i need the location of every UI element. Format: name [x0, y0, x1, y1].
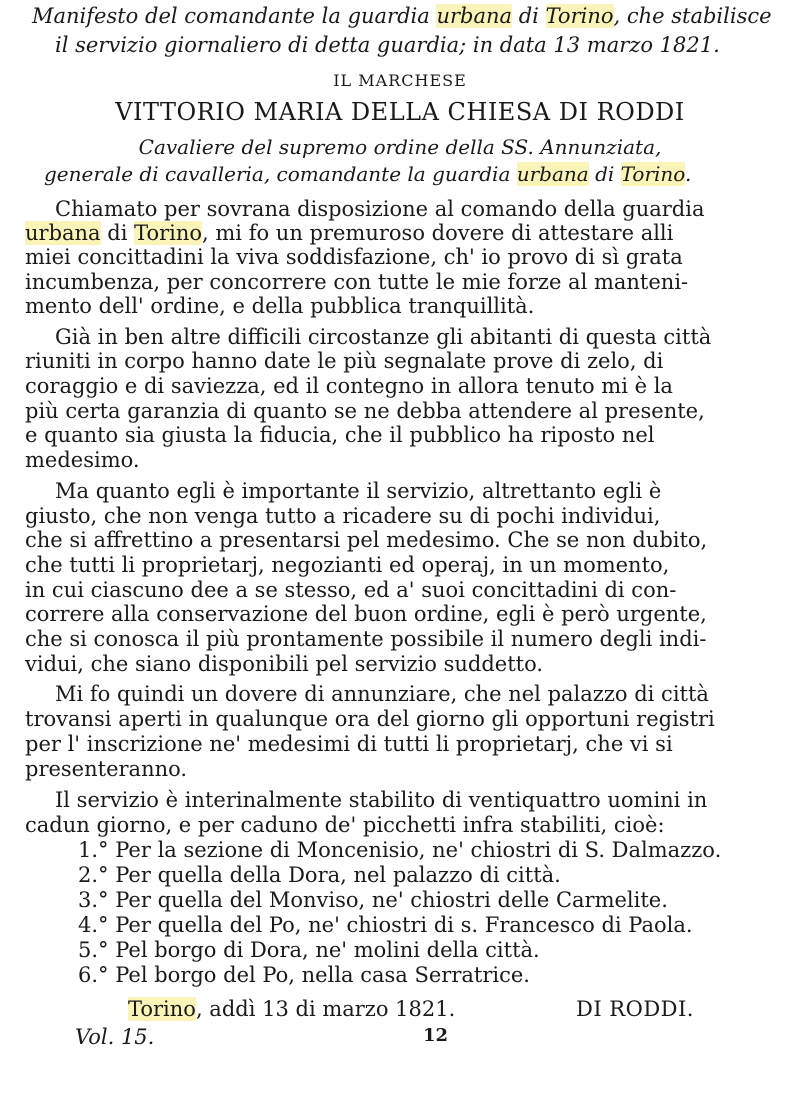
paragraph-2-line-6: medesimo. [25, 448, 140, 472]
paragraph-3-line-6: correre alla conservazione del buon ordine, egli è però urgente, [25, 602, 707, 626]
list-text: Per quella del Po, ne' chiostri di s. Francesco di Paola. [115, 913, 693, 937]
paragraph-1-line-1: Chiamato per sovrana disposizione al comando della guardia [55, 197, 705, 221]
paragraph-5-line-2: cadun giorno, e per caduno de' picchetti infra stabiliti, cioè: [25, 813, 665, 837]
paragraph-4-line-3: per l' inscrizione ne' medesimi di tutti li proprietarj, che vi si [25, 732, 673, 756]
header-text: di [512, 4, 546, 28]
paragraph-3-line-8: vidui, che siano disponibili pel servizio suddetto. [25, 652, 544, 676]
list-text: Per quella della Dora, nel palazzo di città. [115, 863, 561, 887]
title-text: generale di cavalleria, comandante la guardia [44, 162, 517, 186]
header-text: , che stabilisce [613, 4, 772, 28]
list-item [78, 840, 721, 861]
closing-date: , addì 13 di marzo 1821. [195, 997, 456, 1021]
list-item [78, 965, 530, 986]
title-name: VITTORIO MARIA DELLA CHIESA DI RODDI [115, 98, 685, 126]
paragraph-1-line-3: miei concittadini la viva soddisfazione, ch' io provo di sì grata [25, 245, 683, 269]
list-number: 1.° [78, 838, 109, 862]
closing-place-date [128, 999, 455, 1020]
paragraph-1-line-4: incumbenza, per concorrere con tutte le mie forze al manteni- [25, 270, 689, 294]
paragraph-1-line-5: mento dell' ordine, e della pubblica tranquillità. [25, 294, 535, 318]
list-number: 4.° [78, 913, 109, 937]
list-item [78, 890, 668, 911]
highlight-urbana: urbana [516, 162, 589, 186]
title-sub-2 [44, 164, 691, 184]
list-number: 3.° [78, 888, 109, 912]
list-text: Pel borgo di Dora, ne' molini della città. [115, 938, 540, 962]
highlight-torino: Torino [134, 221, 203, 245]
paragraph-3-line-4: che tutti li proprietarj, negozianti ed operaj, in un momento, [25, 553, 670, 577]
highlight-torino: Torino [620, 162, 685, 186]
highlight-urbana: urbana [436, 4, 513, 28]
paragraph-3-line-7: che si conosca il più prontamente possibile il numero degli indi- [25, 627, 707, 651]
paragraph-text: di [100, 221, 135, 245]
header-text: Manifesto del comandante la guardia [32, 4, 437, 28]
title-text: di [588, 162, 621, 186]
paragraph-2-line-5: e quanto sia giusta la fiducia, che il pubblico ha riposto nel [25, 423, 655, 447]
list-text: Per quella del Monviso, ne' chiostri delle Carmelite. [115, 888, 668, 912]
paragraph-4-line-1: Mi fo quindi un dovere di annunziare, che nel palazzo di città [55, 682, 709, 706]
highlight-urbana: urbana [25, 221, 101, 245]
header-line-2: il servizio giornaliero di detta guardia; in data 13 marzo 1821. [55, 33, 720, 57]
title-small: IL MARCHESE [333, 71, 467, 90]
page-number: 12 [423, 1025, 449, 1046]
paragraph-text: , mi fo un premuroso dovere di attestare alli [202, 221, 674, 245]
list-item [78, 865, 561, 886]
paragraph-5-line-1: Il servizio è interinalmente stabilito di ventiquattro uomini in [55, 788, 708, 812]
list-item [78, 915, 693, 936]
signature: DI RODDI. [576, 997, 694, 1021]
paragraph-1-line-2 [25, 223, 673, 244]
paragraph-3-line-2: giusto, che non venga tutto a ricadere su di pochi individui, [25, 504, 661, 528]
paragraph-2-line-1: Già in ben altre difficili circostanze gli abitanti di questa città [55, 325, 712, 349]
list-item [78, 940, 540, 961]
volume-label: Vol. 15. [75, 1025, 155, 1049]
title-sub-1: Cavaliere del supremo ordine della SS. Annunziata, [138, 135, 662, 159]
paragraph-2-line-3: coraggio e di saviezza, ed il contegno in allora tenuto mi è la [25, 374, 673, 398]
paragraph-2-line-2: riuniti in corpo hanno date le più segnalate prove di zelo, di [25, 349, 664, 373]
highlight-torino: Torino [128, 997, 196, 1021]
list-number: 5.° [78, 938, 109, 962]
paragraph-3-line-3: che si affrettino a presentarsi pel medesimo. Che se non dubito, [25, 528, 708, 552]
list-number: 2.° [78, 863, 109, 887]
paragraph-3-line-1: Ma quanto egli è importante il servizio, altrettanto egli è [55, 479, 662, 503]
list-text: Pel borgo del Po, nella casa Serratrice. [115, 963, 530, 987]
paragraph-2-line-4: più certa garanzia di quanto se ne debba attendere al presente, [25, 399, 705, 423]
header-line-1 [32, 4, 772, 28]
list-text: Per la sezione di Moncenisio, ne' chiostri di S. Dalmazzo. [115, 838, 722, 862]
list-number: 6.° [78, 963, 109, 987]
paragraph-4-line-2: trovansi aperti in qualunque ora del giorno gli opportuni registri [25, 707, 715, 731]
paragraph-3-line-5: in cui ciascuno dee a se stesso, ed a' suoi concittadini di con- [25, 578, 677, 602]
highlight-torino: Torino [545, 4, 614, 28]
title-text: . [685, 162, 692, 186]
paragraph-4-line-4: presenteranno. [25, 757, 188, 781]
